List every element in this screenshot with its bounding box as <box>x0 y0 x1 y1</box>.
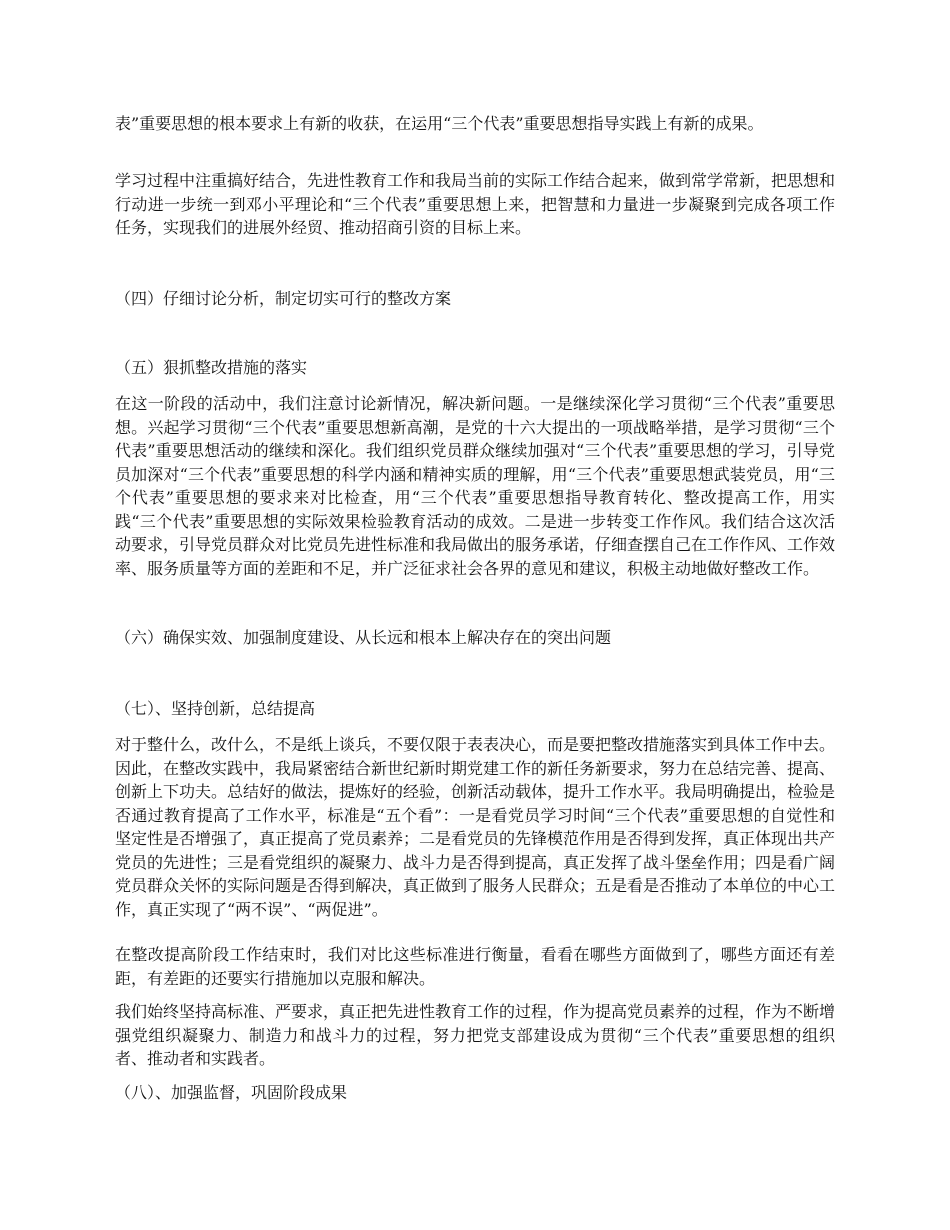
paragraph-1: 表”重要思想的根本要求上有新的收获，在运用“三个代表”重要思想指导实践上有新的成果。 <box>115 114 764 133</box>
section-heading-8: （八）、加强监督，巩固阶段成果 <box>115 1083 348 1102</box>
paragraph-6: 我们始终坚持高标准、严要求，真正把先进性教育工作的过程，作为提高党员素养的过程，作为不断增强党组织凝聚力、制造力和战斗力的过程，努力把党支部建设成为贯彻“三个代表”重要思想的组织者、推动者和实践者。 <box>115 1002 836 1068</box>
paragraph-3: 在这一阶段的活动中，我们注意讨论新情况，解决新问题。一是继续深化学习贯彻“三个代表”重要思想。兴起学习贯彻“三个代表”重要思想新高潮，是党的十六大提出的一项战略举措，是学习贯彻“三个代表”重要思想活动的继续和深化。我们组织党员群众继续加强对“三个代表”重要思想的学习，引导党员加深对“三个代表”重要思想的科学内涵和精神实质的理解，用“三个代表”重要思想武装党员，用“三个代表”重要思想的要求来对比检查，用“三个代表”重要思想指导教育转化、整改提高工作，用实践“三个代表”重要思想的实际效果检验教育活动的成效。二是进一步转变工作作风。我们结合这次活动要求，引导党员群众对比党员先进性标准和我局做出的服务承诺，仔细查摆自己在工作作风、工作效率、服务质量等方面的差距和不足，并广泛征求社会各界的意见和建议，积极主动地做好整改工作。 <box>115 394 836 578</box>
paragraph-4: 对于整什么，改什么，不是纸上谈兵，不要仅限于表表决心，而是要把整改措施落实到具体工作中去。因此，在整改实践中，我局紧密结合新世纪新时期党建工作的新任务新要求，努力在总结完善、提高、创新上下功夫。总结好的做法，提炼好的经验，创新活动载体，提升工作水平。我局明确提出，检验是否通过教育提高了工作水平，标准是“五个看”：一是看党员学习时间“三个代表”重要思想的自觉性和坚定性是否增强了，真正提高了党员素养；二是看党员的先锋模范作用是否得到发挥，真正体现出共产党员的先进性；三是看党组织的凝聚力、战斗力是否得到提高，真正发挥了战斗堡垒作用；四是看广阔党员群众关怀的实际问题是否得到解决，真正做到了服务人民群众；五是看是否推动了本单位的中心工作，真正实现了“两不误”、“两促进”。 <box>115 735 836 919</box>
paragraph-2: 学习过程中注重搞好结合，先进性教育工作和我局当前的实际工作结合起来，做到常学常新，把思想和行动进一步统一到邓小平理论和“三个代表”重要思想上来，把智慧和力量进一步凝聚到完成各项工作任务，实现我们的进展外经贸、推动招商引资的目标上来。 <box>115 171 836 237</box>
paragraph-5: 在整改提高阶段工作结束时，我们对比这些标准进行衡量，看看在哪些方面做到了，哪些方面还有差距，有差距的还要实行措施加以克服和解决。 <box>115 945 835 988</box>
section-heading-6: （六）确保实效、加强制度建设、从长远和根本上解决存在的突出问题 <box>115 628 612 647</box>
section-heading-4: （四）仔细讨论分析，制定切实可行的整改方案 <box>115 289 452 308</box>
section-heading-7: （七）、坚持创新，总结提高 <box>115 699 316 718</box>
section-heading-5: （五）狠抓整改措施的落实 <box>115 358 308 377</box>
